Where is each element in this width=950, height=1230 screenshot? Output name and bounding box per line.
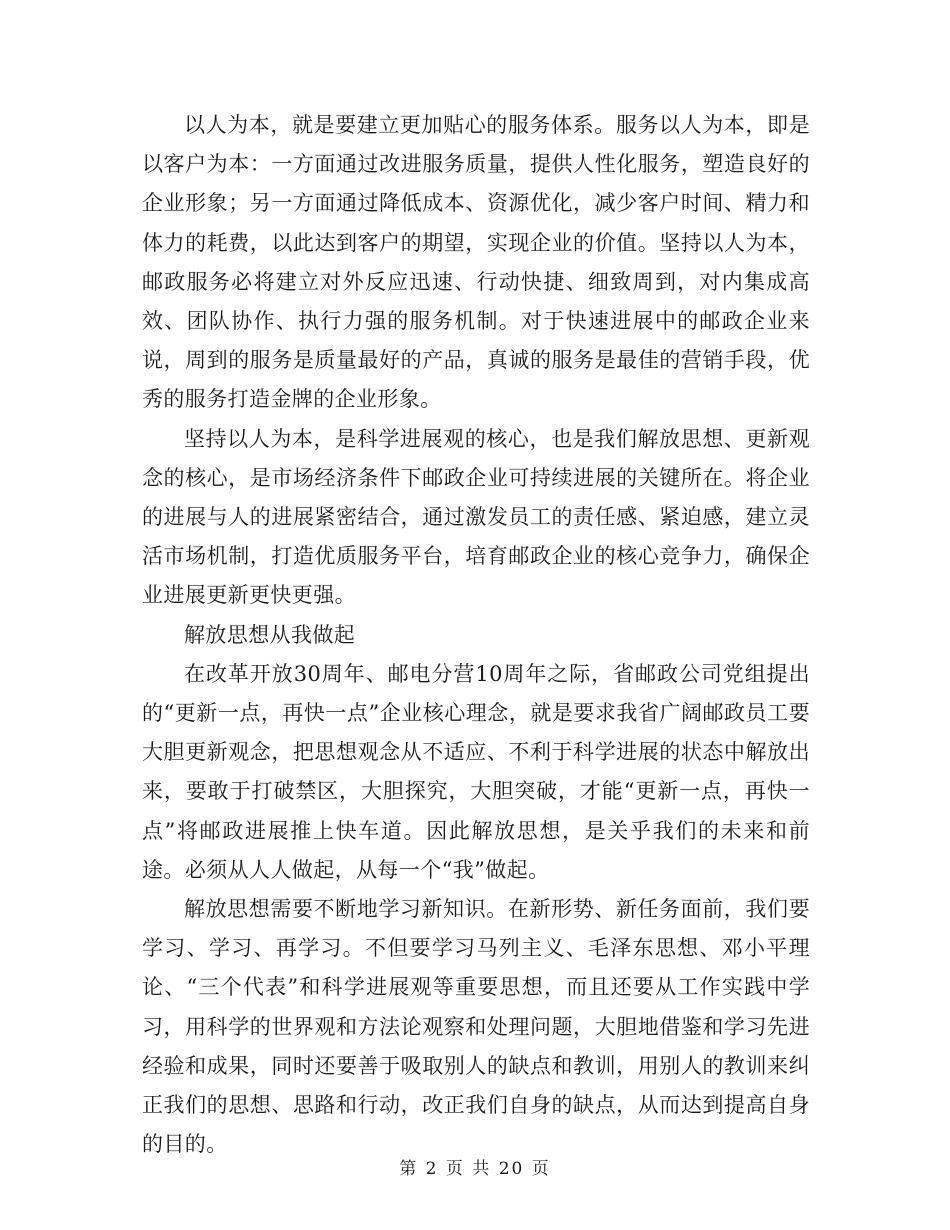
paragraph-reform-anniversary: 在改革开放30周年、邮电分营10周年之际，省邮政公司党组提出的“更新一点，再快一点”企业核心理念，就是要求我省广阔邮政员工要大胆更新观念，把思想观念从不适应、不利于科学进展的状态中解放出来，要敢于打破禁区，大胆探究，大胆突破，才能“更新一点，再快一点”将邮政进展推上快车道。因此解放思想，是关乎我们的未来和前途。必须从人人做起，从每一个“我”做起。 — [142, 661, 810, 882]
page-number-label: 第 2 页 共 20 页 — [399, 1159, 551, 1179]
paragraph-scientific-development: 坚持以人为本，是科学进展观的核心，也是我们解放思想、更新观念的核心，是市场经济条件下邮政企业可持续进展的关键所在。将企业的进展与人的进展紧密结合，通过激发员工的责任感、紧迫感，建立灵活市场机制，打造优质服务平台，培育邮政企业的核心竞争力，确保企业进展更新更快更强。 — [142, 426, 810, 608]
section-heading: 解放思想从我做起 — [184, 622, 356, 647]
document-body — [142, 106, 810, 1164]
paragraph-people-oriented-service: 以人为本，就是要建立更加贴心的服务体系。服务以人为本，即是以客户为本：一方面通过改进服务质量，提供人性化服务，塑造良好的企业形象；另一方面通过降低成本、资源优化，减少客户时间、精力和体力的耗费，以此达到客户的期望，实现企业的价值。坚持以人为本，邮政服务必将建立对外反应迅速、行动快捷、细致周到，对内集成高效、团队协作、执行力强的服务机制。对于快速进展中的邮政企业来说，周到的服务是质量最好的产品，真诚的服务是最佳的营销手段，优秀的服务打造金牌的企业形象。 — [142, 113, 810, 412]
page-footer — [0, 1154, 950, 1179]
paragraph-continuous-learning: 解放思想需要不断地学习新知识。在新形势、新任务面前，我们要学习、学习、再学习。不但要学习马列主义、毛泽东思想、邓小平理论、“三个代表”和科学进展观等重要思想，而且还要从工作实践中学习，用科学的世界观和方法论观察和处理问题，大胆地借鉴和学习先进经验和成果，同时还要善于吸取别人的缺点和教训，用别人的教训来纠正我们的思想、思路和行动，改正我们自身的缺点，从而达到提高自身的目的。 — [142, 897, 810, 1157]
